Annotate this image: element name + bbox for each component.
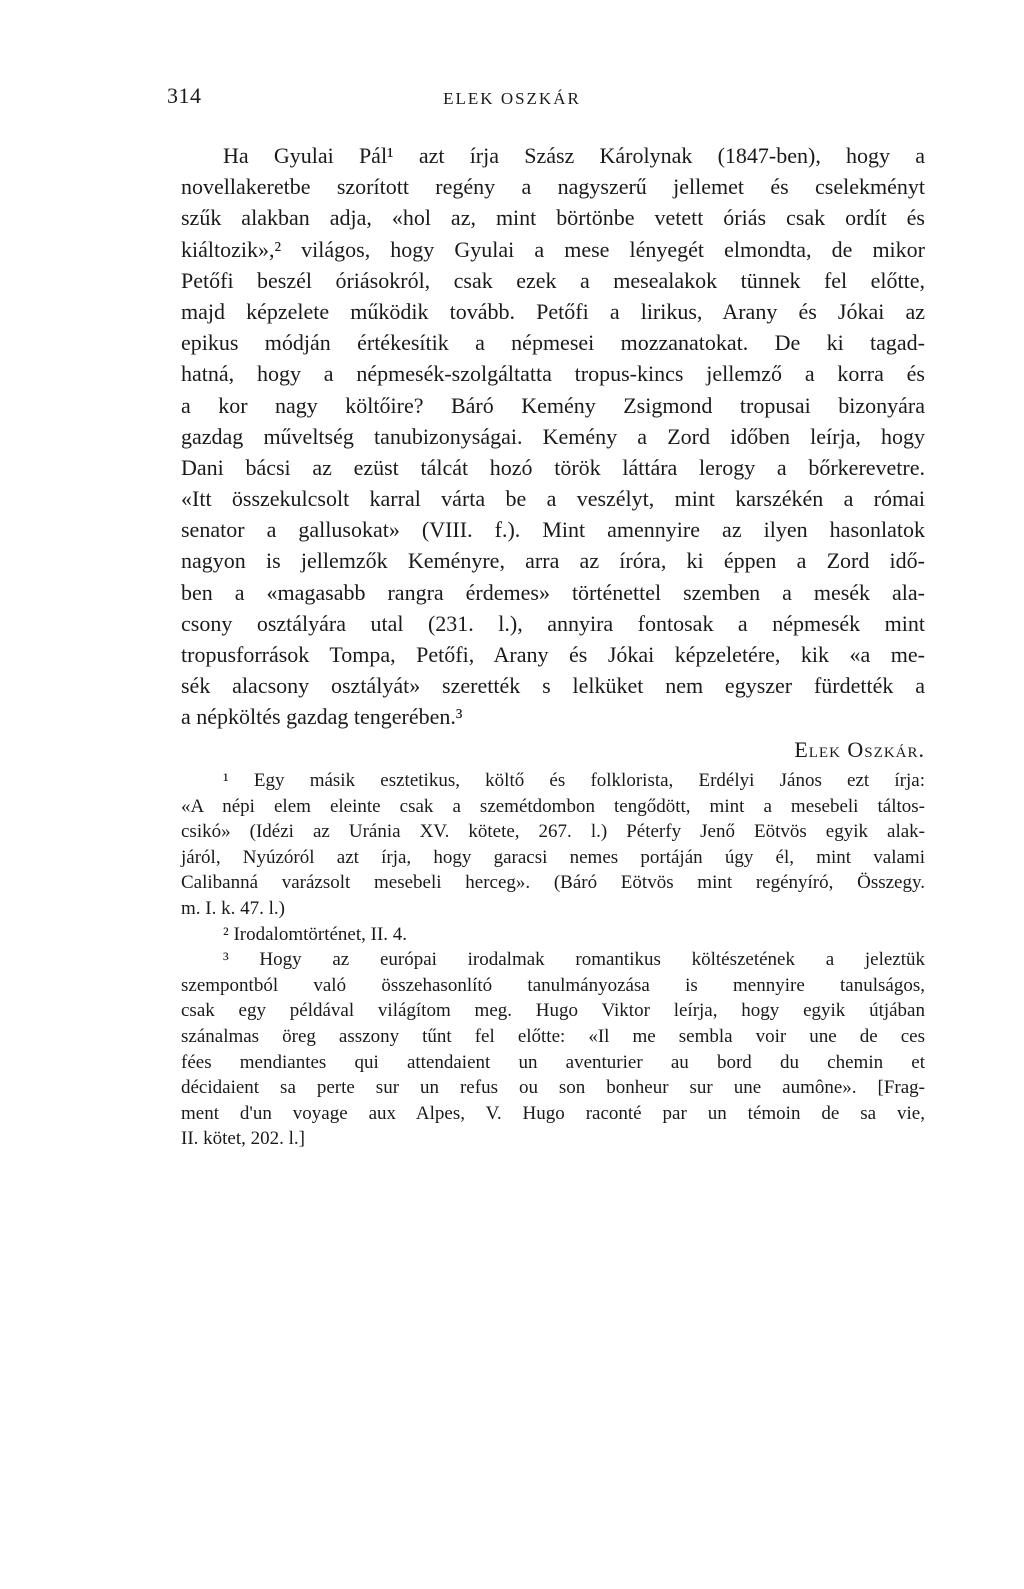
body-line: Petőfi beszél óriásokról, csak ezek a mesealakok tünnek fel előtte, xyxy=(181,267,925,293)
footnote-3-line: fées mendiantes qui attendaient un aventurier au bord du chemin et xyxy=(181,1051,925,1073)
body-line: ben a «magasabb rangra érdemes» történettel szemben a mesék ala- xyxy=(181,579,925,605)
footnote-1-line: «A népi elem eleinte csak a szemétdombon tengődött, mint a mesebeli táltos- xyxy=(181,795,925,817)
footnote-1-line: m. I. k. 47. l.) xyxy=(181,897,285,919)
author-signature: Elek Oszkár. xyxy=(794,736,925,762)
body-line: tropusforrások Tompa, Petőfi, Arany és Jókai képzeletére, kik «a me- xyxy=(181,642,925,667)
footnote-3-line: décidaient sa perte sur un refus ou son bonheur sur une aumône». [Frag- xyxy=(181,1077,925,1099)
body-line: «Itt összekulcsolt karral várta be a veszélyt, mint karszékén a római xyxy=(181,486,925,512)
footnotes xyxy=(181,768,925,1152)
body-line: gazdag műveltség tanubizonyságai. Kemény a Zord időben leírja, hogy xyxy=(181,423,925,449)
footnote-3-line: szánalmas öreg asszony tűnt fel előtte: «Il me sembla voir une de ces xyxy=(181,1025,925,1047)
body-line: hatná, hogy a népmesék-szolgáltatta tropus-kincs jellemző a korra és xyxy=(181,361,925,387)
footnote-3-line: ³ Hogy az európai irodalmak romantikus költészetének a jeleztük xyxy=(223,949,925,971)
body-line: a kor nagy költőire? Báró Kemény Zsigmond tropusai bizonyára xyxy=(181,392,925,418)
footnote-3-line: csak egy példával világítom meg. Hugo Viktor leírja, hogy egyik útjában xyxy=(181,1000,925,1022)
body-line: sék alacsony osztályát» szerették s lelküket nem egyszer fürdették a xyxy=(181,673,925,699)
body-line: kiáltozik»,² világos, hogy Gyulai a mese lényegét elmondta, de mikor xyxy=(181,236,925,262)
body-line: majd képzelete működik tovább. Petőfi a lirikus, Arany és Jókai az xyxy=(181,298,925,324)
footnote-3-line: II. kötet, 202. l.] xyxy=(181,1128,306,1150)
footnote-1-line: csikó» (Idézi az Uránia XV. kötete, 267. l.) Péterfy Jenő Eötvös egyik alak- xyxy=(181,821,925,843)
body-line: Dani bácsi az ezüst tálcát hozó török láttára lerogy a bőrkerevetre. xyxy=(181,454,925,480)
body-line: csony osztályára utal (231. l.), annyira fontosak a népmesék mint xyxy=(181,610,925,636)
footnote-1-line: Calibanná varázsolt mesebeli herceg». (Báró Eötvös mint regényíró, Összegy. xyxy=(181,872,925,894)
body-line: Ha Gyulai Pál¹ azt írja Szász Károlynak (1847-ben), hogy a xyxy=(223,143,925,168)
body-line: nagyon is jellemzők Keményre, arra az íróra, ki éppen a Zord idő- xyxy=(181,548,925,574)
footnote-3-line: szempontból való összehasonlító tanulmányozása is mennyire tanulságos, xyxy=(181,974,925,996)
body-line: epikus módján értékesítik a népmesei mozzanatokat. De ki tagad- xyxy=(181,330,925,356)
body-line: szűk alakban adja, «hol az, mint börtönbe vetett óriás csak ordít és xyxy=(181,205,925,231)
body-line: novellakeretbe szorított regény a nagyszerű jellemet és cselekményt xyxy=(181,174,925,200)
running-head: ELEK OSZKÁR xyxy=(443,89,581,108)
page-number: 314 xyxy=(167,83,202,108)
body-text xyxy=(181,140,925,765)
footnote-1-line: járól, Nyúzóról azt írja, hogy garacsi nemes portáján úgy él, mint valami xyxy=(181,846,925,868)
body-line: senator a gallusokat» (VIII. f.). Mint amennyire az ilyen hasonlatok xyxy=(181,517,925,543)
footnote-3-line: ment d'un voyage aux Alpes, V. Hugo raconté par un témoin de sa vie, xyxy=(181,1102,925,1124)
body-line-last: a népköltés gazdag tengerében.³ xyxy=(181,704,463,730)
footnote-1-line: ¹ Egy másik esztetikus, költő és folklorista, Erdélyi János ezt írja: xyxy=(223,770,925,791)
footnote-2: ² Irodalomtörténet, II. 4. xyxy=(223,923,408,945)
